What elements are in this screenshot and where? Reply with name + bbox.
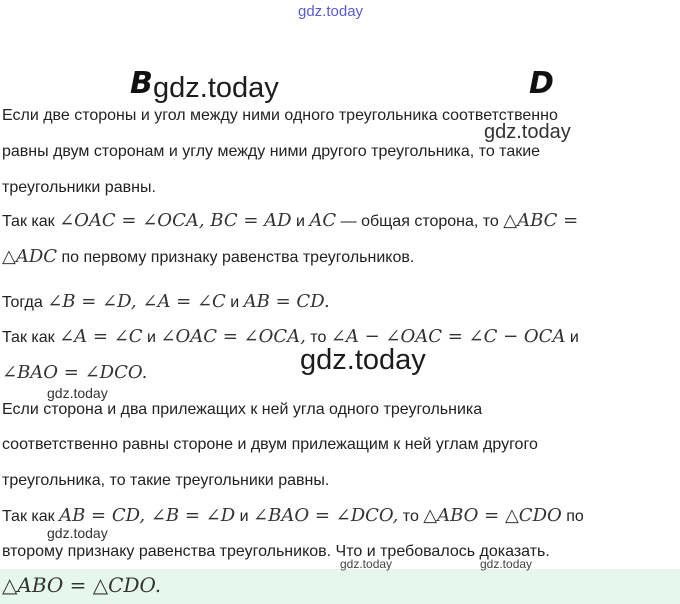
watermark-center: gdz.today — [300, 344, 426, 376]
math-line-12-2: ∠BAO = ∠DCO, — [253, 505, 399, 526]
text-line-7-d: и — [565, 329, 579, 346]
watermark-top: gdz.today — [298, 3, 364, 20]
text-line-12 — [2, 506, 584, 527]
math-line-7-3: ∠A − ∠OAC = ∠C − OCA — [330, 326, 566, 347]
text-line-9: Если сторона и два прилежащих к ней угла одного треугольника — [2, 401, 483, 418]
watermark-right: gdz.today — [484, 121, 571, 143]
answer-line — [2, 575, 161, 596]
text-line-4-a: Так как — [2, 213, 60, 230]
answer-math: △ABO = △CDO. — [2, 573, 162, 597]
math-line-12-1: AB = CD, ∠B = ∠D — [59, 505, 236, 526]
figure-label-b: B — [130, 66, 153, 101]
watermark-left-small: gdz.today — [47, 385, 108, 401]
math-line-6-1: ∠B = ∠D, ∠A = ∠C — [47, 291, 226, 312]
watermark-bottom-right: gdz.today — [480, 557, 533, 571]
text-line-1: Если две стороны и угол между ними одного треугольника соответственно — [2, 107, 558, 124]
text-line-5-a: по первому признаку равенства треугольников. — [57, 249, 415, 266]
math-line-4-3: △ABC = — [503, 210, 579, 231]
text-line-7-c: то — [305, 329, 331, 346]
math-line-7-2: ∠OAC = ∠OCA, — [160, 326, 306, 347]
figure-label-d: D — [529, 66, 554, 101]
watermark-figure: gdz.today — [153, 72, 279, 104]
text-line-4-c: — общая сторона, то — [336, 213, 504, 230]
math-line-6-2: AB = CD. — [243, 291, 330, 312]
text-line-6-b: и — [225, 294, 244, 311]
text-line-13: второму признаку равенства треугольников. Что и требовалось доказать. — [2, 543, 550, 560]
text-line-6-a: Тогда — [2, 294, 48, 311]
math-line-5: △ADC — [2, 246, 58, 267]
text-line-4 — [2, 211, 578, 232]
text-line-4-b: и — [291, 213, 310, 230]
math-line-12-3: △ABO = △CDO — [423, 505, 562, 526]
text-line-5 — [2, 247, 414, 268]
math-line-4-1: ∠OAC = ∠OCA, BC = AD — [59, 210, 292, 231]
watermark-bottom-left: gdz.today — [340, 557, 393, 571]
text-line-11: треугольника, то такие треугольники равны. — [2, 472, 330, 489]
text-line-8 — [2, 363, 147, 384]
math-line-8: ∠BAO = ∠DCO. — [2, 362, 148, 383]
text-line-12-c: то — [398, 508, 424, 525]
text-line-10: соответственно равны стороне и двум прилежащим к ней углам другого — [2, 436, 538, 453]
text-line-12-d: по — [561, 508, 584, 525]
math-line-7-1: ∠A = ∠C — [59, 326, 143, 347]
text-line-6 — [2, 292, 330, 313]
text-line-7 — [2, 327, 579, 348]
text-line-7-a: Так как — [2, 329, 60, 346]
text-line-12-a: Так как — [2, 508, 60, 525]
text-line-2: равны двум сторонам и углу между ними другого треугольника, то такие — [2, 143, 541, 160]
text-line-7-b: и — [142, 329, 161, 346]
text-line-12-b: и — [235, 508, 254, 525]
watermark-left-small-2: gdz.today — [47, 525, 108, 541]
math-line-4-2: AC — [309, 210, 337, 231]
text-line-3: треугольники равны. — [2, 179, 156, 196]
